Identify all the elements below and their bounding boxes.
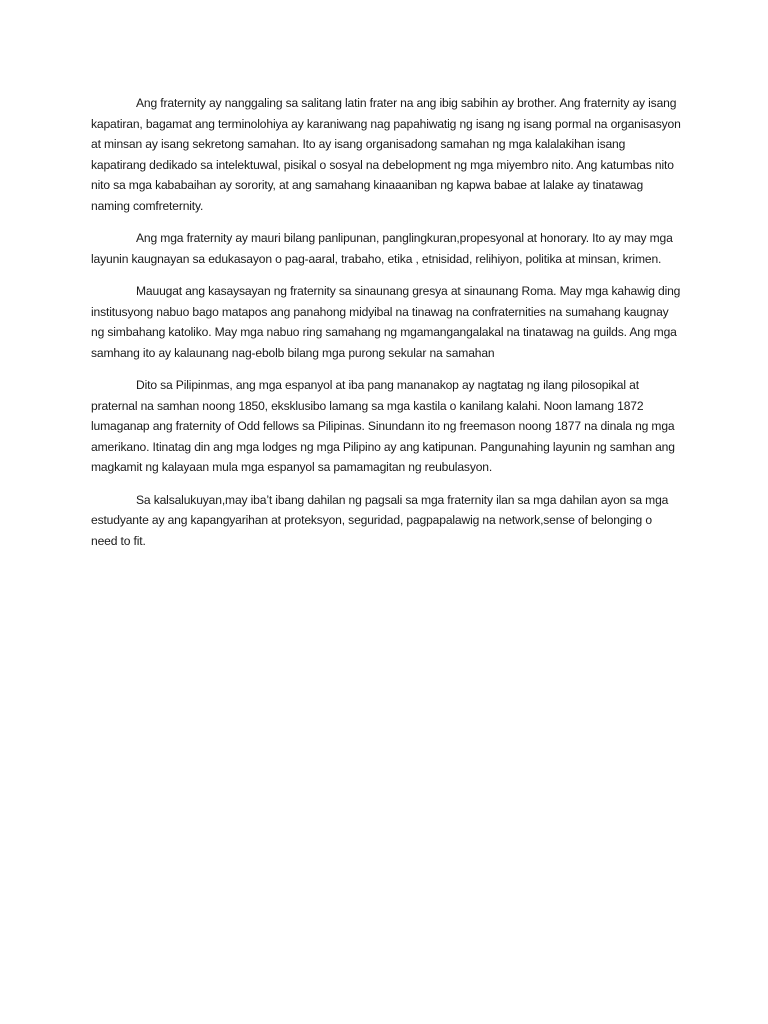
paragraph-1: Ang fraternity ay nanggaling sa salitang latin frater na ang ibig sabihin ay brother. Ang fraternity ay isang kapatiran, bagamat ang terminolohiya ay karaniwang nag papahiwatig ng isang ng isang pormal na organisasyon at minsan ay isang sekretong samahan. Ito ay isang organisadong samahan ng mga kalalakihan isang kapatirang dedikado sa intelektuwal, pisikal o sosyal na debelopment ng mga miyembro nito. Ang katumbas nito nito sa mga kababaihan ay sorority, at ang samahang kinaaaniban ng kapwa babae at lalake ay tinatawag naming comfreternity.	[91, 96, 681, 213]
paragraph-3: Mauugat ang kasaysayan ng fraternity sa sinaunang gresya at sinaunang Roma. May mga kahawig ding institusyong nabuo bago matapos ang panahong midyibal na tinawag na confraternities na sumahang kaugnay ng simbahang katoliko. May mga nabuo ring samahang ng mgamangangalakal na tinatawag na guilds. Ang mga samhang ito ay kalaunang nag-ebolb bilang mga purong sekular na samahan	[91, 284, 681, 360]
paragraph-4: Dito sa Pilipinmas, ang mga espanyol at iba pang mananakop ay nagtatag ng ilang pilosopikal at praternal na samhan noong 1850, eksklusibo lamang sa mga kastila o kanilang kalahi. Noon lamang 1872 lumaganap ang fraternity of Odd fellows sa Pilipinas. Sinundann ito ng freemason noong 1877 na dinala ng mga amerikano. Itinatag din ang mga lodges ng mga Pilipino ay ang katipunan. Pangunahing layunin ng samhan ang magkamit ng kalayaan mula mga espanyol sa pamamagitan ng reubulasyon.	[91, 378, 675, 474]
paragraph-5: Sa kalsalukuyan,may iba’t ibang dahilan ng pagsali sa mga fraternity ilan sa mga dahilan ayon sa mga estudyante ay ang kapangyarihan at proteksyon, seguridad, pagpapalawig na network,sense of belonging o need to fit.	[91, 492, 669, 548]
document-body	[91, 93, 681, 563]
paragraph-2: Ang mga fraternity ay mauri bilang panlipunan, panglingkuran,propesyonal at honorary. Ito ay may mga layunin kaugnayan sa edukasayon o pag-aaral, trabaho, etika , etnisidad, relihiyon, politika at minsan, krimen.	[91, 231, 673, 266]
